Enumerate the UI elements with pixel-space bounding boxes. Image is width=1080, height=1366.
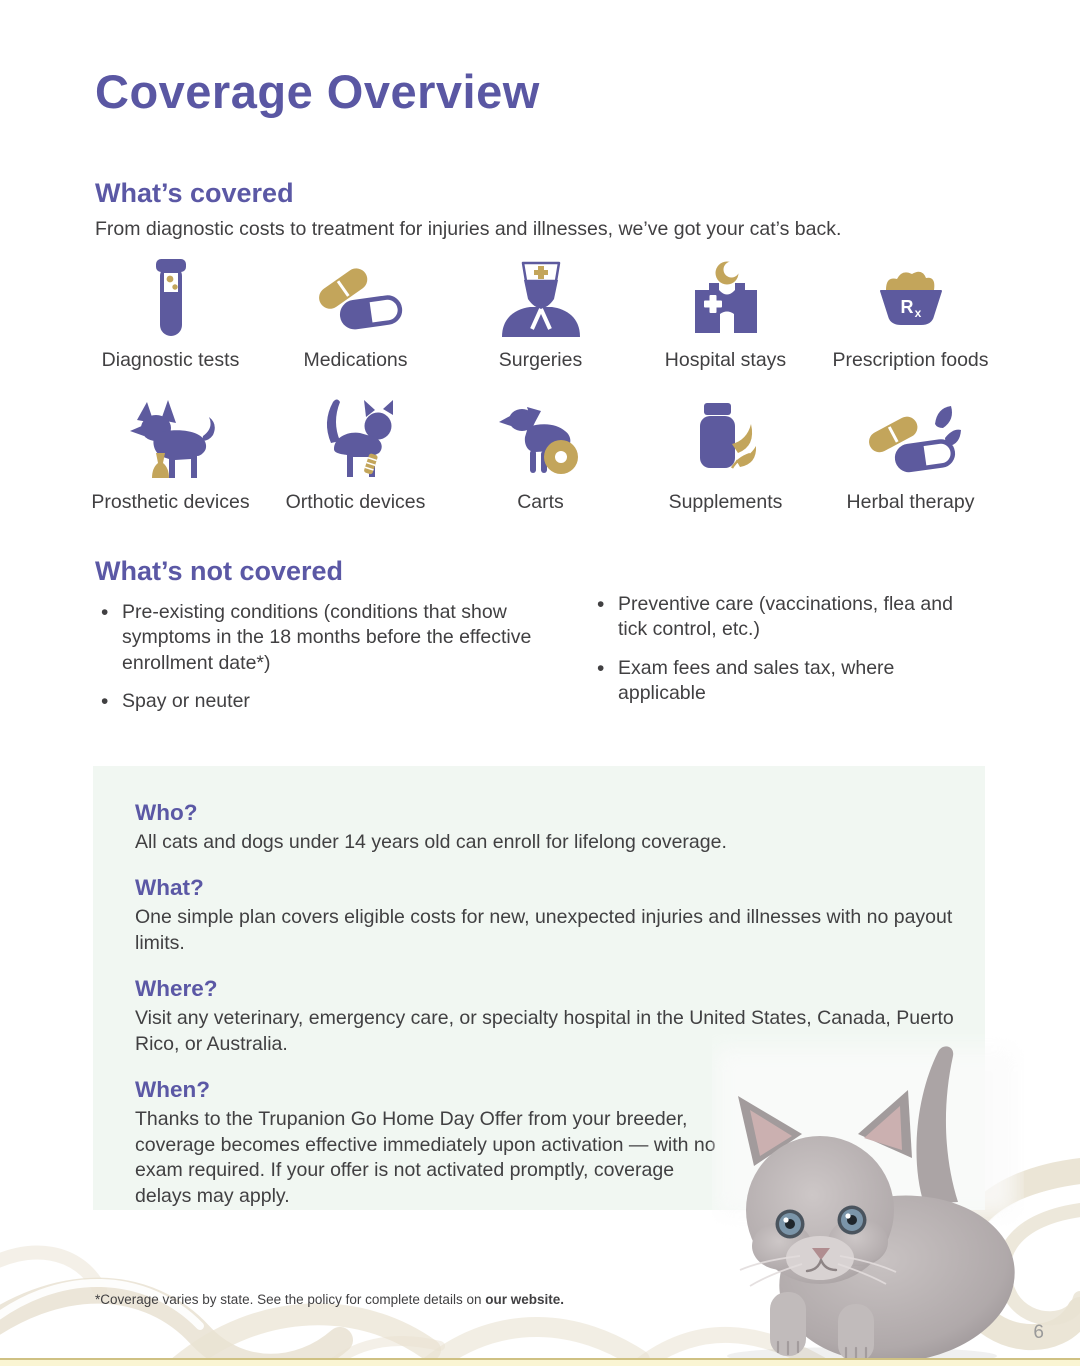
- covered-item-label: Surgeries: [498, 349, 583, 371]
- covered-item-label: Diagnostic tests: [101, 349, 240, 371]
- covered-item-label: Prosthetic devices: [91, 491, 250, 513]
- footnote-website-link[interactable]: our website.: [485, 1292, 564, 1307]
- faq-question: When?: [135, 1076, 210, 1102]
- dog-prosthetic-icon: [125, 398, 217, 482]
- covered-item-hospital-stays: [633, 256, 818, 372]
- svg-text:R: R: [900, 297, 913, 317]
- covered-item-herbal-therapy: [818, 398, 1003, 514]
- hospital-icon: [683, 256, 769, 340]
- covered-item-label: Hospital stays: [664, 349, 787, 371]
- faq-answer: Thanks to the Trupanion Go Home Day Offer from your breeder, coverage becomes effective immediately upon activation — with no exam required. If your offer is not activated promptly, coverage delays may apply.: [135, 1107, 716, 1208]
- cat-orthotic-icon: [313, 398, 399, 482]
- covered-item-diagnostic-tests: [78, 256, 263, 372]
- not-covered-bullet: • Pre-existing conditions (conditions that show symptoms in the 18 months before the effective enrollment date*): [100, 600, 552, 676]
- page-title: Coverage Overview: [95, 65, 540, 118]
- covered-icons-row-2: [78, 398, 1003, 514]
- covered-item-prescription-foods: [818, 256, 1003, 372]
- faq-what: [135, 875, 985, 957]
- not-covered-bullet: • Spay or neuter: [100, 689, 552, 714]
- covered-item-label: Medications: [303, 349, 408, 371]
- covered-item-label: Carts: [517, 491, 564, 513]
- not-covered-list-left: [100, 600, 552, 727]
- faq-question: Who?: [135, 800, 198, 825]
- covered-item-prosthetic-devices: [78, 398, 263, 514]
- supplement-bottle-icon: [684, 398, 768, 482]
- covered-item-medications: [263, 256, 448, 372]
- covered-item-supplements: [633, 398, 818, 514]
- faq-answer: One simple plan covers eligible costs for new, unexpected injuries and illnesses with no payout limits.: [135, 905, 953, 954]
- herbal-capsules-icon: [861, 398, 961, 482]
- footnote-text: *Coverage varies by state. See the policy for complete details on: [95, 1292, 486, 1307]
- kitten-photo: [712, 1034, 1024, 1364]
- covered-item-carts: [448, 398, 633, 514]
- dog-cart-icon: [495, 398, 587, 482]
- bottom-accent-bar: [0, 1358, 1080, 1366]
- whats-not-covered-heading: What’s not covered: [95, 556, 344, 586]
- svg-text:x: x: [914, 306, 921, 320]
- faq-who: [135, 800, 985, 856]
- rx-food-bowl-icon: [869, 256, 953, 340]
- faq-question: What?: [135, 874, 204, 900]
- covered-item-label: Supplements: [668, 491, 783, 513]
- page-number: 6: [1033, 1322, 1044, 1343]
- not-covered-bullet: • Preventive care (vaccinations, flea and tick control, etc.): [596, 592, 974, 643]
- covered-item-label: Prescription foods: [832, 349, 989, 371]
- covered-item-label: Herbal therapy: [846, 491, 975, 513]
- faq-answer: All cats and dogs under 14 years old can enroll for lifelong coverage.: [135, 831, 727, 853]
- covered-item-label: Orthotic devices: [285, 491, 426, 513]
- whats-covered-subtitle: From diagnostic costs to treatment for injuries and illnesses, we’ve got your cat’s back.: [95, 218, 842, 240]
- pills-icon: [308, 256, 404, 340]
- not-covered-list-right: [596, 592, 974, 719]
- whats-covered-heading: What’s covered: [95, 178, 294, 208]
- not-covered-bullet: • Exam fees and sales tax, where applicable: [596, 656, 974, 707]
- faq-answer: Visit any veterinary, emergency care, or specialty hospital in the United States, Canada, Puerto Rico, or Australia.: [135, 1006, 954, 1055]
- covered-item-surgeries: [448, 256, 633, 372]
- footnote: [95, 1292, 564, 1307]
- faq-question: Where?: [135, 975, 218, 1001]
- covered-icons-row-1: [78, 256, 1003, 372]
- test-tube-icon: [147, 256, 195, 340]
- covered-item-orthotic-devices: [263, 398, 448, 514]
- surgeon-icon: [496, 256, 586, 340]
